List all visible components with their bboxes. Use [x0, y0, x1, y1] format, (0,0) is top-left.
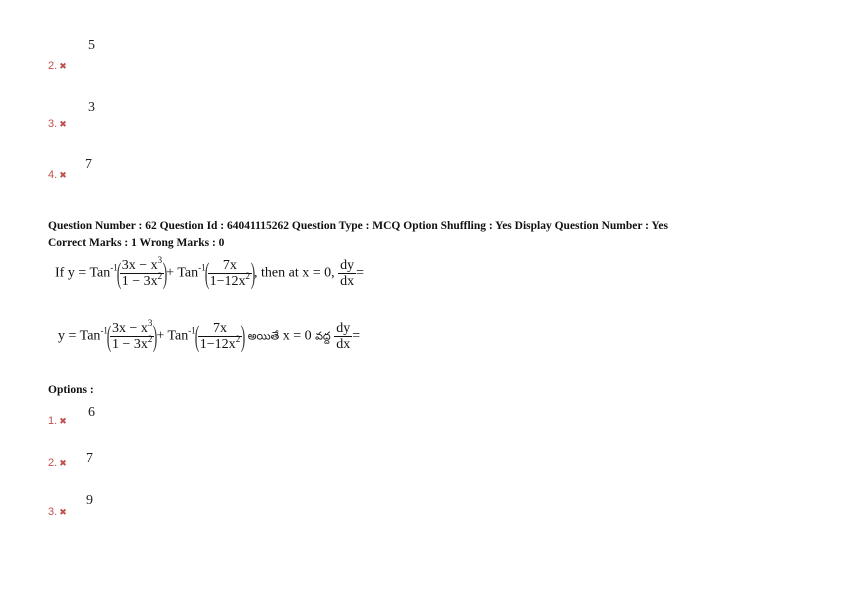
- inverse-sup: -1: [188, 325, 196, 336]
- wrong-mark-icon: ✖: [59, 61, 67, 71]
- option-number-label: 1.: [48, 415, 58, 427]
- option-number-label: 2.: [48, 457, 58, 469]
- prev-option-value-4: 7: [85, 157, 92, 172]
- option-value-2: 7: [86, 451, 93, 466]
- right-paren: ): [153, 319, 158, 353]
- fraction-2-numerator: 7x: [198, 321, 242, 337]
- right-paren: ): [250, 256, 256, 290]
- option-number-label: 3.: [48, 118, 58, 130]
- option-number-label: 2.: [48, 60, 58, 72]
- telugu-at-word: వద్ద: [315, 329, 331, 343]
- derivative-dy: dy: [340, 258, 355, 273]
- x-equals-zero: x = 0: [282, 328, 312, 344]
- fraction-2: [208, 258, 252, 289]
- wrong-mark-icon: ✖: [59, 507, 67, 517]
- question-text-telugu: [58, 318, 361, 353]
- fraction-1-denominator: 1 − 3x: [111, 337, 148, 352]
- telugu-then-word: అయితే: [247, 329, 280, 343]
- fraction-1-numerator: 3x − x: [121, 258, 158, 273]
- fraction-2-denominator: 1−12x: [199, 337, 236, 352]
- exponent: 3: [157, 255, 163, 265]
- option-number-label: 4.: [48, 169, 58, 181]
- fraction-1: [120, 255, 164, 289]
- derivative-dy: dy: [336, 321, 351, 336]
- left-paren: (: [204, 256, 209, 290]
- inverse-sup: -1: [198, 262, 206, 273]
- exponent: 3: [147, 318, 153, 328]
- options-label: Options :: [48, 384, 94, 396]
- derivative-dx: dx: [336, 337, 351, 352]
- question-text-english: [55, 255, 365, 290]
- left-paren: (: [116, 256, 122, 290]
- plus-tan: + Tan: [156, 328, 189, 344]
- inverse-sup: -1: [100, 325, 108, 336]
- exponent: 2: [157, 271, 163, 281]
- question-meta-line: Question Number : 62 Question Id : 64041115262 Question Type : MCQ Option Shuffling : Yes Display Question Number : Yes: [48, 220, 669, 232]
- wrong-mark-icon: ✖: [59, 416, 67, 426]
- equation-lhs: y = Tan: [58, 328, 101, 344]
- option-number-2: [48, 457, 67, 469]
- question-marks-line: Correct Marks : 1 Wrong Marks : 0: [48, 237, 225, 249]
- prev-option-value-3: 3: [88, 100, 95, 115]
- fraction-1-denominator: 1 − 3x: [121, 274, 158, 289]
- equals-sign: =: [352, 328, 361, 344]
- prev-option-number-3: [48, 118, 67, 130]
- option-number-3: [48, 506, 67, 518]
- option-number-1: [48, 415, 67, 427]
- right-paren: ): [162, 256, 168, 290]
- prev-option-value-2: 5: [88, 38, 95, 53]
- exponent: 2: [245, 271, 251, 281]
- wrong-mark-icon: ✖: [59, 458, 67, 468]
- derivative-fraction: [338, 258, 356, 289]
- right-paren: ): [240, 319, 246, 353]
- derivative-dx: dx: [340, 274, 355, 289]
- wrong-mark-icon: ✖: [59, 170, 67, 180]
- equals-sign: =: [356, 265, 365, 281]
- option-value-3: 9: [86, 493, 93, 508]
- left-paren: (: [106, 319, 112, 353]
- fraction-2: [198, 321, 242, 352]
- then-text: , then at x = 0,: [254, 265, 335, 281]
- fraction-2-numerator: 7x: [208, 258, 252, 274]
- wrong-mark-icon: ✖: [59, 119, 67, 129]
- exponent: 2: [235, 334, 241, 344]
- inverse-sup: -1: [110, 262, 118, 273]
- option-value-1: 6: [88, 405, 95, 420]
- equation-lhs: If y = Tan: [55, 265, 111, 281]
- fraction-2-denominator: 1−12x: [209, 274, 246, 289]
- fraction-1: [110, 318, 154, 352]
- option-number-label: 3.: [48, 506, 58, 518]
- prev-option-number-2: [48, 60, 67, 72]
- plus-tan: + Tan: [166, 265, 199, 281]
- left-paren: (: [194, 319, 200, 353]
- prev-option-number-4: [48, 169, 67, 181]
- exponent: 2: [147, 334, 153, 344]
- fraction-1-numerator: 3x − x: [111, 321, 148, 336]
- derivative-fraction: [334, 321, 352, 352]
